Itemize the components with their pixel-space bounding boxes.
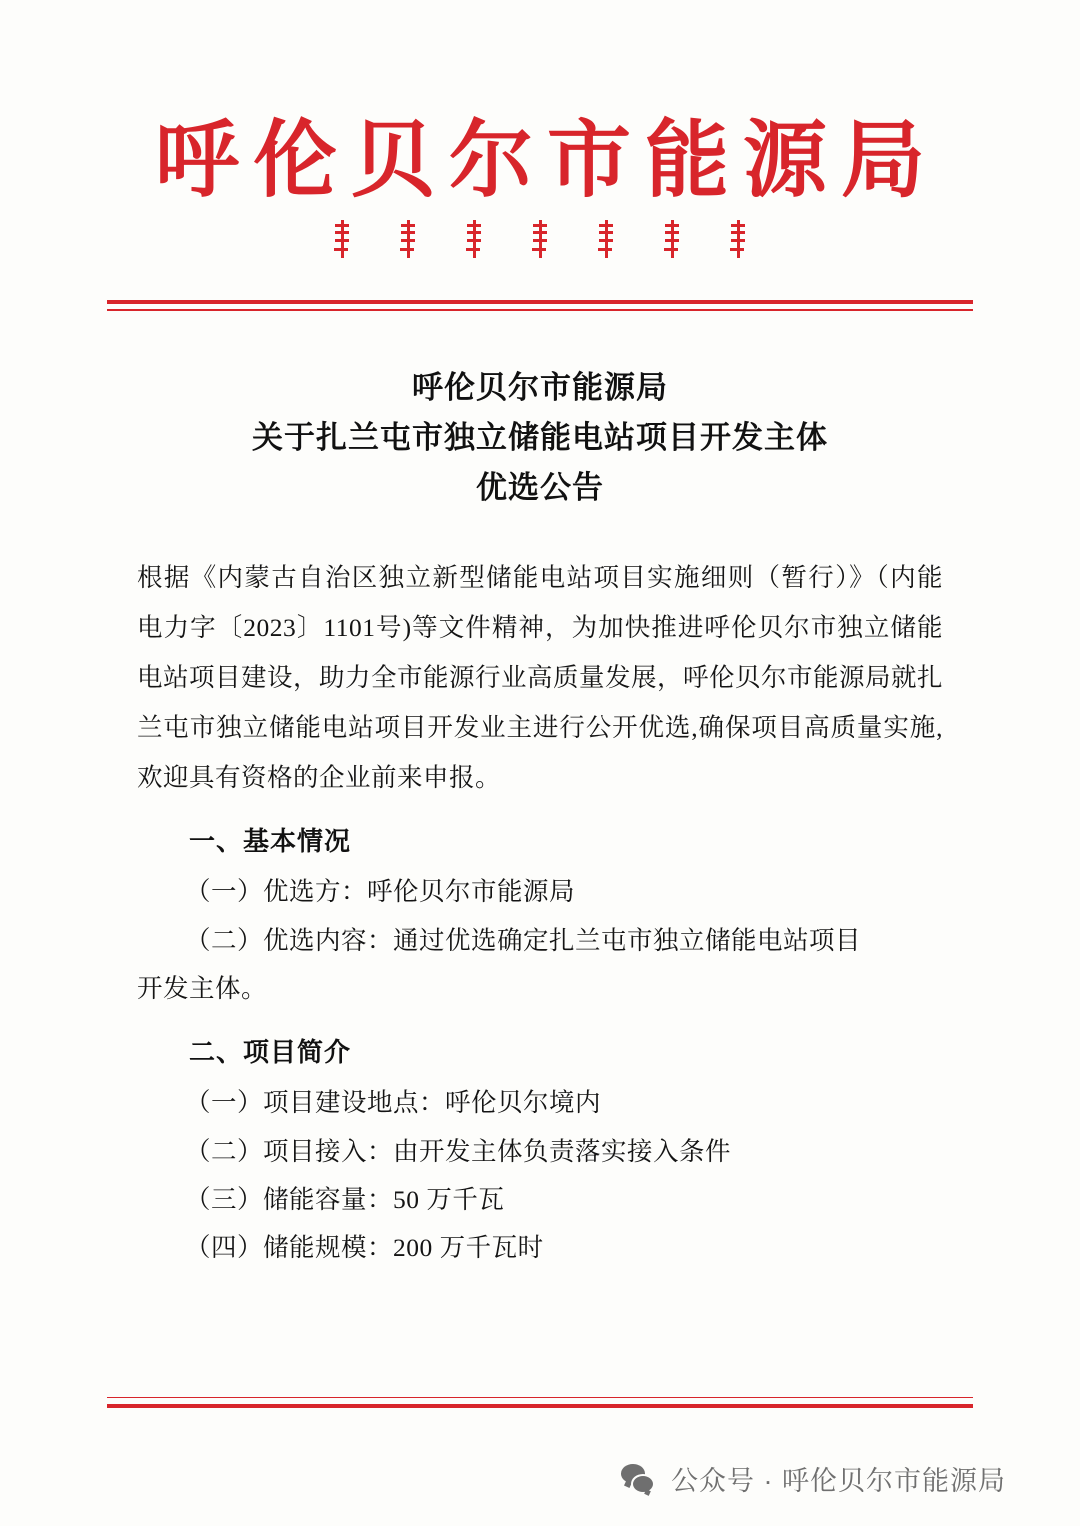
section-heading-project-intro: 二、项目简介 <box>189 1037 352 1067</box>
opening-paragraph: 根据《内蒙古自治区独立新型储能电站项目实施细则（暂行）》（内能电力字〔2023〕1101号)等文件精神，为加快推进呼伦贝尔市独立储能电站项目建设，助力全市能源行业高质量发展，呼伦贝尔市能源局就扎兰屯市独立储能电站项目开发业主进行公开优选,确保项目高质量实施,欢迎具有资格的企业前来申报。 <box>137 563 944 793</box>
document-title-line-2: 关于扎兰屯市独立储能电站项目开发主体 <box>252 419 828 455</box>
mongolian-glyph <box>731 220 745 258</box>
mongolian-glyph <box>335 220 349 258</box>
list-item: （一）优选方：呼伦贝尔市能源局 <box>185 877 576 907</box>
wechat-credit-label: 公众号 · 呼伦贝尔市能源局 <box>671 1466 1006 1496</box>
wechat-credit <box>621 1459 1006 1498</box>
mongolian-glyph <box>401 220 415 258</box>
masthead <box>0 0 1080 311</box>
mongolian-glyph <box>533 220 547 258</box>
list-item-continuation: 开发主体。 <box>137 974 268 1004</box>
list-item: （二）优选内容：通过优选确定扎兰屯市独立储能电站项目 <box>185 925 862 955</box>
wechat-icon <box>621 1464 655 1494</box>
list-item: （三）储能容量：50 万千瓦 <box>185 1184 505 1214</box>
mongolian-glyph <box>467 220 481 258</box>
footer-thin-line <box>107 1397 973 1399</box>
mongolian-script-title <box>0 220 1080 264</box>
section-heading-basic-info: 一、基本情况 <box>189 827 352 856</box>
document-title-line-1: 呼伦贝尔市能源局 <box>412 369 668 405</box>
document-body <box>137 553 943 1273</box>
list-item: （一）项目建设地点：呼伦贝尔境内 <box>185 1088 602 1118</box>
divider-thick-line <box>107 300 973 304</box>
masthead-divider <box>107 300 973 311</box>
document-title <box>145 363 935 514</box>
document-title-line-3: 优选公告 <box>476 469 604 505</box>
divider-thin-line <box>107 309 973 311</box>
organization-title: 呼伦贝尔市能源局 <box>154 115 939 208</box>
list-item: （四）储能规模：200 万千瓦时 <box>185 1233 544 1263</box>
mongolian-glyph <box>665 220 679 258</box>
list-item: （二）项目接入：由开发主体负责落实接入条件 <box>185 1136 732 1166</box>
footer-thick-line <box>107 1404 973 1408</box>
mongolian-glyph <box>599 220 613 258</box>
footer-divider <box>107 1397 973 1409</box>
